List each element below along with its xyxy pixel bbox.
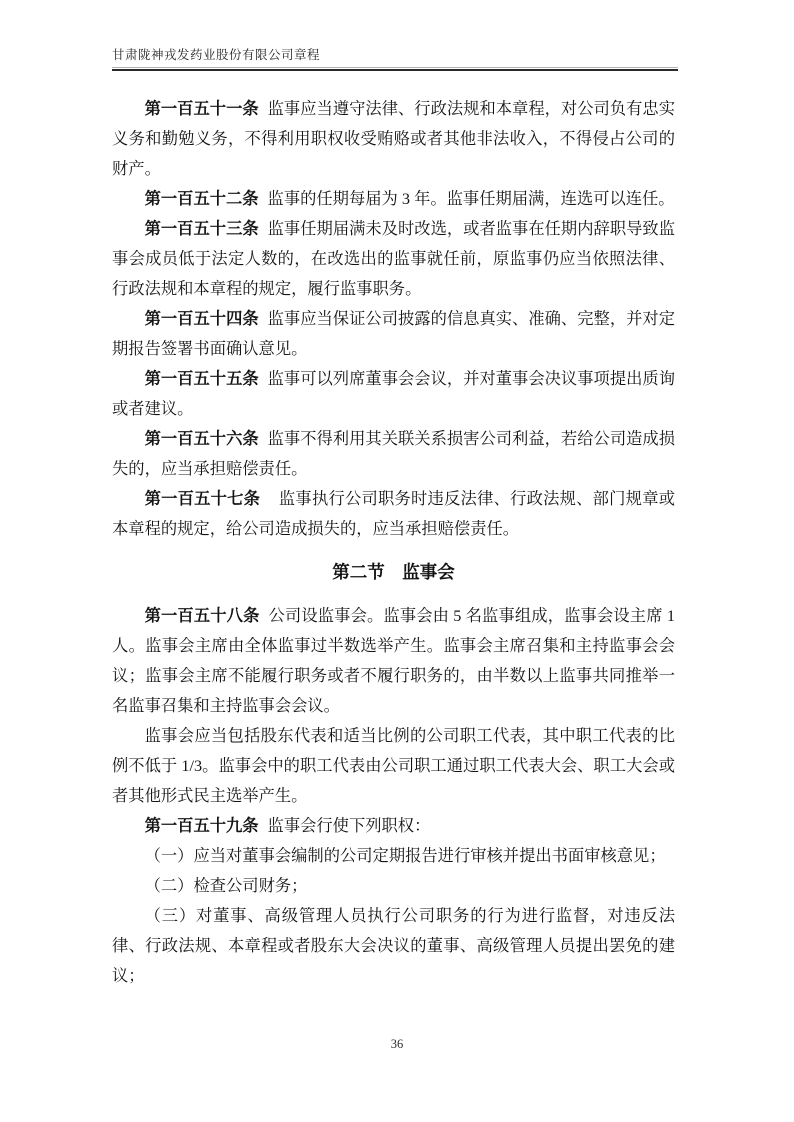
article-text-158: 公司设监事会。监事会由 5 名监事组成，监事会设主席 1 人。监事会主席由全体监事过半数选举产生。监事会主席召集和主持监事会会议；监事会主席不能履行职务或者不履行职务的，由半数以上监事共同推举一名监事召集和主持监事会会议。 — [112, 606, 675, 715]
header-rule-thick — [112, 69, 678, 71]
article-number-155: 第一百五十五条 — [144, 369, 259, 388]
article-paragraph-156 — [112, 424, 675, 484]
page-footer — [0, 1037, 794, 1052]
article-paragraph-159 — [112, 811, 675, 841]
article-number-153: 第一百五十三条 — [144, 219, 259, 238]
document-body — [112, 94, 675, 991]
paragraph-text: 监事会应当包括股东代表和适当比例的公司职工代表，其中职工代表的比例不低于 1/3。监事会中的职工代表由公司职工通过职工代表大会、职工大会或者其他形式民主选举产生。 — [112, 726, 675, 805]
section-number: 第二节 — [332, 562, 385, 582]
article-text-155: 监事可以列席董事会会议，并对董事会决议事项提出质询或者建议。 — [112, 369, 675, 418]
section-title: 监事会 — [402, 562, 455, 582]
article-number-156: 第一百五十六条 — [144, 429, 259, 448]
page-number: 36 — [390, 1037, 404, 1051]
list-item-2 — [112, 871, 675, 901]
article-text-157: 监事执行公司职务时违反法律、行政法规、部门规章或本章程的规定，给公司造成损失的，应当承担赔偿责任。 — [112, 489, 675, 538]
paragraph-supervisory-composition — [112, 721, 675, 811]
article-paragraph-155 — [112, 364, 675, 424]
article-paragraph-158 — [112, 601, 675, 721]
article-number-158: 第一百五十八条 — [144, 606, 260, 625]
article-text-154: 监事应当保证公司披露的信息真实、准确、完整，并对定期报告签署书面确认意见。 — [112, 309, 675, 358]
article-text-153: 监事任期届满未及时改选，或者监事在任期内辞职导致监事会成员低于法定人数的，在改选出的监事就任前，原监事仍应当依照法律、行政法规和本章程的规定，履行监事职务。 — [112, 219, 675, 298]
article-paragraph-154 — [112, 304, 675, 364]
article-text-156: 监事不得利用其关联关系损害公司利益，若给公司造成损失的，应当承担赔偿责任。 — [112, 429, 675, 478]
page-header — [112, 46, 678, 71]
article-text-152: 监事的任期每届为 3 年。监事任期届满，连选可以连任。 — [267, 189, 675, 208]
list-item-3-text: （三）对董事、高级管理人员执行公司职务的行为进行监督，对违反法律、行政法规、本章程或者股东大会决议的董事、高级管理人员提出罢免的建议； — [112, 906, 675, 985]
article-number-159: 第一百五十九条 — [144, 816, 259, 835]
article-number-157: 第一百五十七条 — [144, 489, 261, 508]
article-number-154: 第一百五十四条 — [144, 309, 259, 328]
list-item-3 — [112, 901, 675, 991]
document-title: 甘肃陇神戎发药业股份有限公司章程 — [112, 48, 321, 62]
list-item-1-text: （一）应当对董事会编制的公司定期报告进行审核并提出书面审核意见； — [144, 846, 666, 865]
section-heading — [112, 557, 675, 587]
article-paragraph-152 — [112, 184, 675, 214]
article-paragraph-151 — [112, 94, 675, 184]
list-item-2-text: （二）检查公司财务； — [144, 876, 308, 895]
article-text-159: 监事会行使下列职权： — [267, 816, 431, 835]
article-paragraph-157 — [112, 484, 675, 544]
article-text-151: 监事应当遵守法律、行政法规和本章程，对公司负有忠实义务和勤勉义务，不得利用职权收受贿赂或者其他非法收入，不得侵占公司的财产。 — [112, 99, 675, 178]
article-paragraph-153 — [112, 214, 675, 304]
header-rule-thin — [112, 67, 678, 68]
list-item-1 — [112, 841, 675, 871]
article-number-151: 第一百五十一条 — [144, 99, 259, 118]
article-number-152: 第一百五十二条 — [144, 189, 259, 208]
